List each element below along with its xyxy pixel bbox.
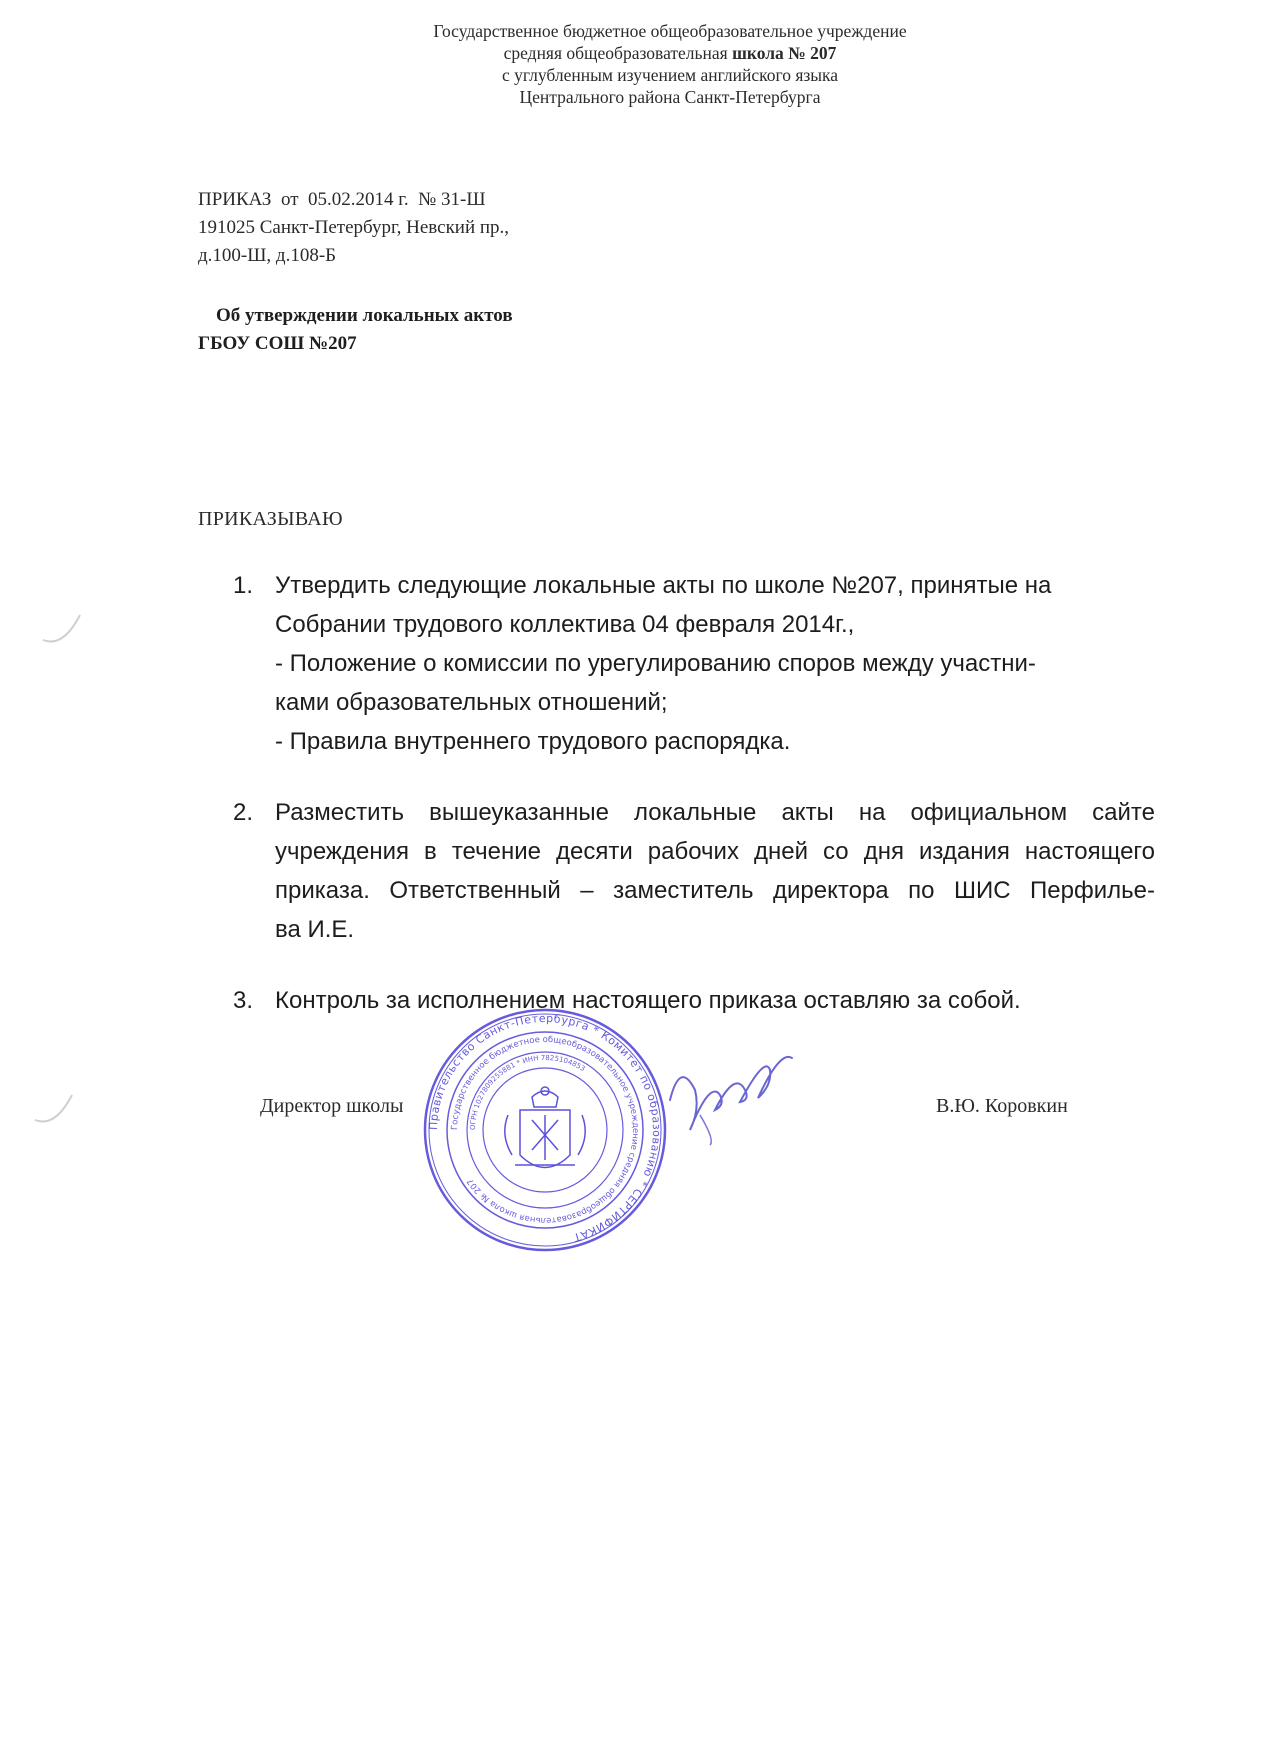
subject-line-1: Об утверждении локальных актов: [216, 305, 513, 326]
signatory-name: В.Ю. Коровкин: [936, 1095, 1068, 1117]
item-line: - Положение о комиссии по урегулированию споров между участни-: [275, 650, 1036, 677]
subject-line-2: ГБОУ СОШ №207: [198, 333, 357, 354]
header-school-number: школа № 207: [732, 43, 837, 63]
header-line-2: [340, 42, 1000, 64]
header-line-1: Государственное бюджетное общеобразовательное учреждение: [433, 21, 907, 41]
item-line: Утвердить следующие локальные акты по школе №207, принятые на: [275, 572, 1052, 599]
header-line-3: с углубленным изучением английского языка: [501, 65, 839, 85]
order-directive-word: ПРИКАЗЫВАЮ: [198, 508, 343, 530]
order-items: [233, 566, 1155, 1020]
handwritten-signature-icon: [660, 1040, 800, 1150]
header-line-4: Центрального района Санкт-Петербурга: [519, 87, 821, 107]
item-number: 2.: [233, 799, 254, 826]
item-line: приказа. Ответственный – заместитель директора по ШИС Перфилье-: [275, 877, 1155, 904]
order-item: [233, 793, 1155, 949]
address-line-2: д.100-Ш, д.108-Б: [198, 245, 337, 266]
address-line-1: 191025 Санкт-Петербург, Невский пр.,: [198, 217, 510, 238]
item-line: - Правила внутреннего трудового распорядка.: [275, 728, 791, 755]
punch-hole-mark-icon: [30, 1090, 80, 1130]
stamp-core-text: ОГРН 1027809255881 * ИНН 7825104853: [468, 1053, 587, 1131]
official-stamp-icon: [420, 1005, 670, 1255]
order-meta: [198, 186, 509, 270]
header-line-2-prefix: средняя общеобразовательная: [503, 43, 733, 63]
item-number: 1.: [233, 572, 254, 599]
item-line: учреждения в течение десяти рабочих дней со дня издания настоящего: [275, 838, 1155, 865]
order-item: [233, 981, 1155, 1020]
order-subject: [198, 302, 513, 358]
stamp-outer-text: Правительство Санкт-Петербурга * Комитет по образованию * СЕРТИФИКАТ: [426, 1011, 664, 1245]
item-line: ва И.Е.: [275, 916, 355, 943]
signatory-title: Директор школы: [260, 1095, 404, 1117]
item-number: 3.: [233, 987, 254, 1014]
punch-hole-mark-icon: [38, 610, 88, 650]
stamp-inner-text: Государственное бюджетное общеобразовательное учреждение средняя общеобразовательная школа № 207: [449, 1034, 641, 1226]
order-number-line: ПРИКАЗ от 05.02.2014 г. № 31-Ш: [198, 189, 486, 210]
item-line: Собрании трудового коллектива 04 февраля 2014г.,: [275, 611, 855, 638]
item-line: ками образовательных отношений;: [275, 689, 668, 716]
item-line: Разместить вышеуказанные локальные акты на официальном сайте: [275, 799, 1155, 826]
institution-header: [340, 20, 1000, 108]
item-line: Контроль за исполнением настоящего приказа оставляю за собой.: [275, 987, 1021, 1014]
order-item: [233, 566, 1155, 761]
